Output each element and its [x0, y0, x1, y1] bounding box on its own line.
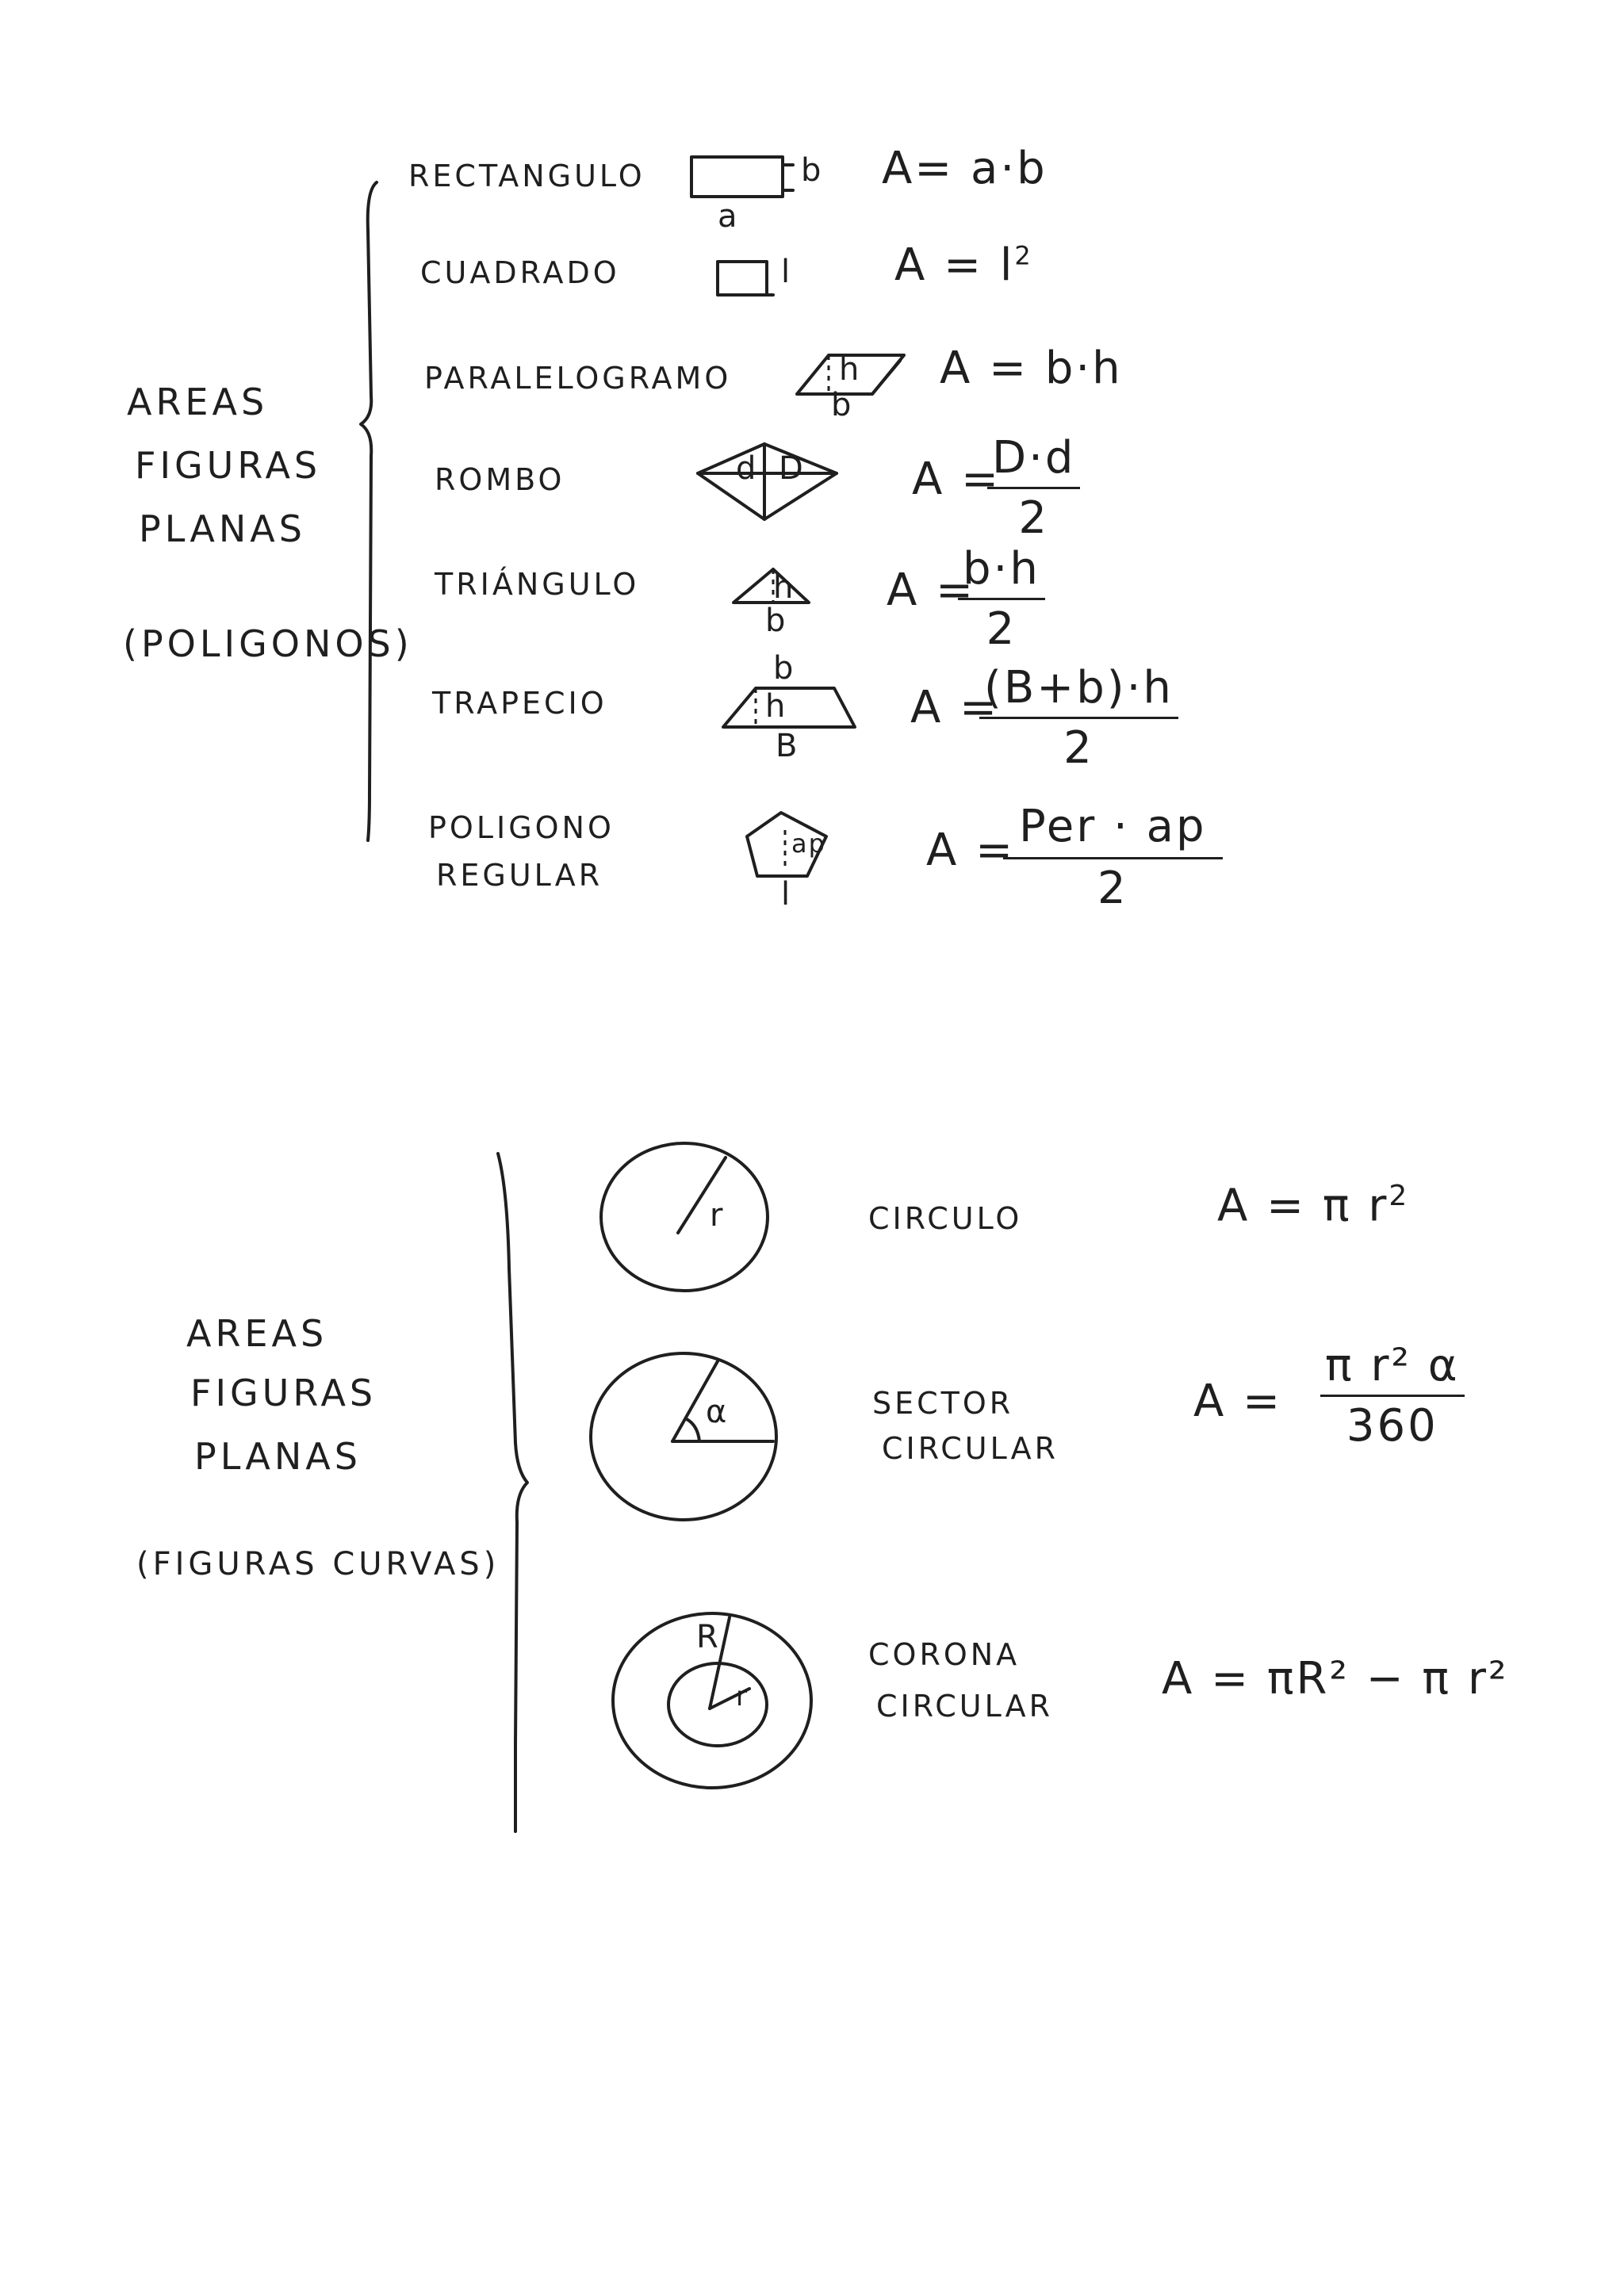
- pentagon-side-l: l: [781, 876, 792, 913]
- sector-formula-numerator: π r² α: [1320, 1340, 1465, 1397]
- regular-polygon-formula-fraction: [1003, 801, 1223, 914]
- annulus-label-line-2: CIRCULAR: [876, 1689, 1054, 1724]
- square-side-l: l: [781, 254, 792, 290]
- regular-polygon-formula-denominator: 2: [1097, 863, 1128, 914]
- trapezoid-formula-denominator: 2: [1063, 722, 1094, 774]
- curves-title-line-1: AREAS: [186, 1312, 328, 1355]
- parallelogram-height-h: h: [839, 351, 861, 388]
- rhombus-formula-denominator: 2: [1018, 492, 1050, 544]
- triangle-formula-fraction: [958, 543, 1045, 655]
- trapezoid-top-b: b: [773, 650, 795, 687]
- annulus-inner-r: r: [736, 1681, 749, 1712]
- regular-polygon-formula-lhs: A =: [926, 825, 1016, 876]
- square-figure: [718, 262, 773, 295]
- curves-title-line-2: FIGURAS: [190, 1372, 377, 1414]
- triangle-formula-numerator: b·h: [958, 543, 1045, 600]
- sector-formula-fraction: [1320, 1340, 1465, 1452]
- curves-note: (FIGURAS CURVAS): [136, 1546, 500, 1582]
- rhombus-diag-d: d: [736, 450, 758, 487]
- sector-figure: [591, 1353, 776, 1520]
- rhombus-formula-numerator: D·d: [987, 432, 1080, 489]
- rhombus-figure: [698, 444, 837, 519]
- trapezoid-height-h: h: [765, 688, 787, 725]
- annulus-formula: A = πR² − π r²: [1162, 1653, 1509, 1705]
- trapezoid-formula-numerator: (B+b)·h: [979, 662, 1178, 719]
- trapezoid-formula-lhs: A =: [910, 682, 1000, 733]
- rectangle-figure: [691, 157, 793, 197]
- trapezoid-label: TRAPECIO: [432, 686, 607, 721]
- rectangle-label: RECTANGULO: [408, 159, 645, 193]
- parallelogram-label: PARALELOGRAMO: [424, 361, 732, 396]
- rectangle-formula: A= a·b: [882, 143, 1048, 194]
- pentagon-apothem-ap: ap: [791, 828, 826, 859]
- triangle-figure: [733, 569, 809, 603]
- polygons-title-line-2: FIGURAS: [135, 444, 322, 487]
- curves-title-line-3: PLANAS: [194, 1435, 362, 1478]
- regular-polygon-formula-numerator: Per · ap: [1003, 801, 1223, 859]
- annulus-outer-R: R: [696, 1619, 720, 1655]
- square-formula: $A = l^2$: [894, 239, 1033, 291]
- regular-polygon-label-line-2: REGULAR: [436, 858, 603, 893]
- rectangle-base-a: a: [718, 198, 739, 235]
- rhombus-label: ROMBO: [435, 462, 565, 497]
- circle-radius-r: r: [710, 1197, 725, 1234]
- triangle-label: TRIÁNGULO: [435, 567, 640, 602]
- rhombus-formula-fraction: [987, 432, 1080, 544]
- rhombus-diag-D: D: [779, 450, 805, 487]
- triangle-base-b: b: [765, 603, 787, 639]
- polygons-title-line-1: AREAS: [127, 381, 269, 423]
- square-label: CUADRADO: [420, 255, 620, 290]
- rectangle-side-b: b: [801, 152, 823, 189]
- sector-angle-alpha: α: [706, 1394, 729, 1430]
- parallelogram-formula: A = b·h: [940, 342, 1123, 394]
- parallelogram-base-b: b: [831, 387, 853, 423]
- trapezoid-figure: [723, 688, 855, 727]
- rhombus-formula-lhs: A =: [912, 453, 1002, 505]
- sector-formula-denominator: 360: [1346, 1400, 1438, 1452]
- annulus-label-line-1: CORONA: [868, 1637, 1021, 1672]
- polygons-note: (POLIGONOS): [123, 622, 413, 665]
- trapezoid-bottom-B: B: [776, 728, 799, 764]
- circle-formula: A = π $r^2$: [1217, 1180, 1410, 1232]
- triangle-formula-lhs: A =: [887, 564, 976, 616]
- triangle-formula-denominator: 2: [986, 603, 1017, 655]
- triangle-height-h: h: [773, 569, 795, 606]
- trapezoid-formula-fraction: [979, 662, 1178, 774]
- sector-formula-lhs: A =: [1193, 1376, 1283, 1427]
- circle-figure: [601, 1143, 768, 1291]
- polygons-title-line-3: PLANAS: [139, 507, 306, 550]
- sector-label-line-2: CIRCULAR: [882, 1431, 1059, 1466]
- circle-label: CIRCULO: [868, 1201, 1023, 1236]
- sector-label-line-1: SECTOR: [872, 1386, 1014, 1421]
- left-brace-curves: [498, 1154, 527, 1831]
- regular-polygon-label-line-1: POLIGONO: [428, 810, 615, 845]
- left-brace-polygons: [361, 182, 377, 840]
